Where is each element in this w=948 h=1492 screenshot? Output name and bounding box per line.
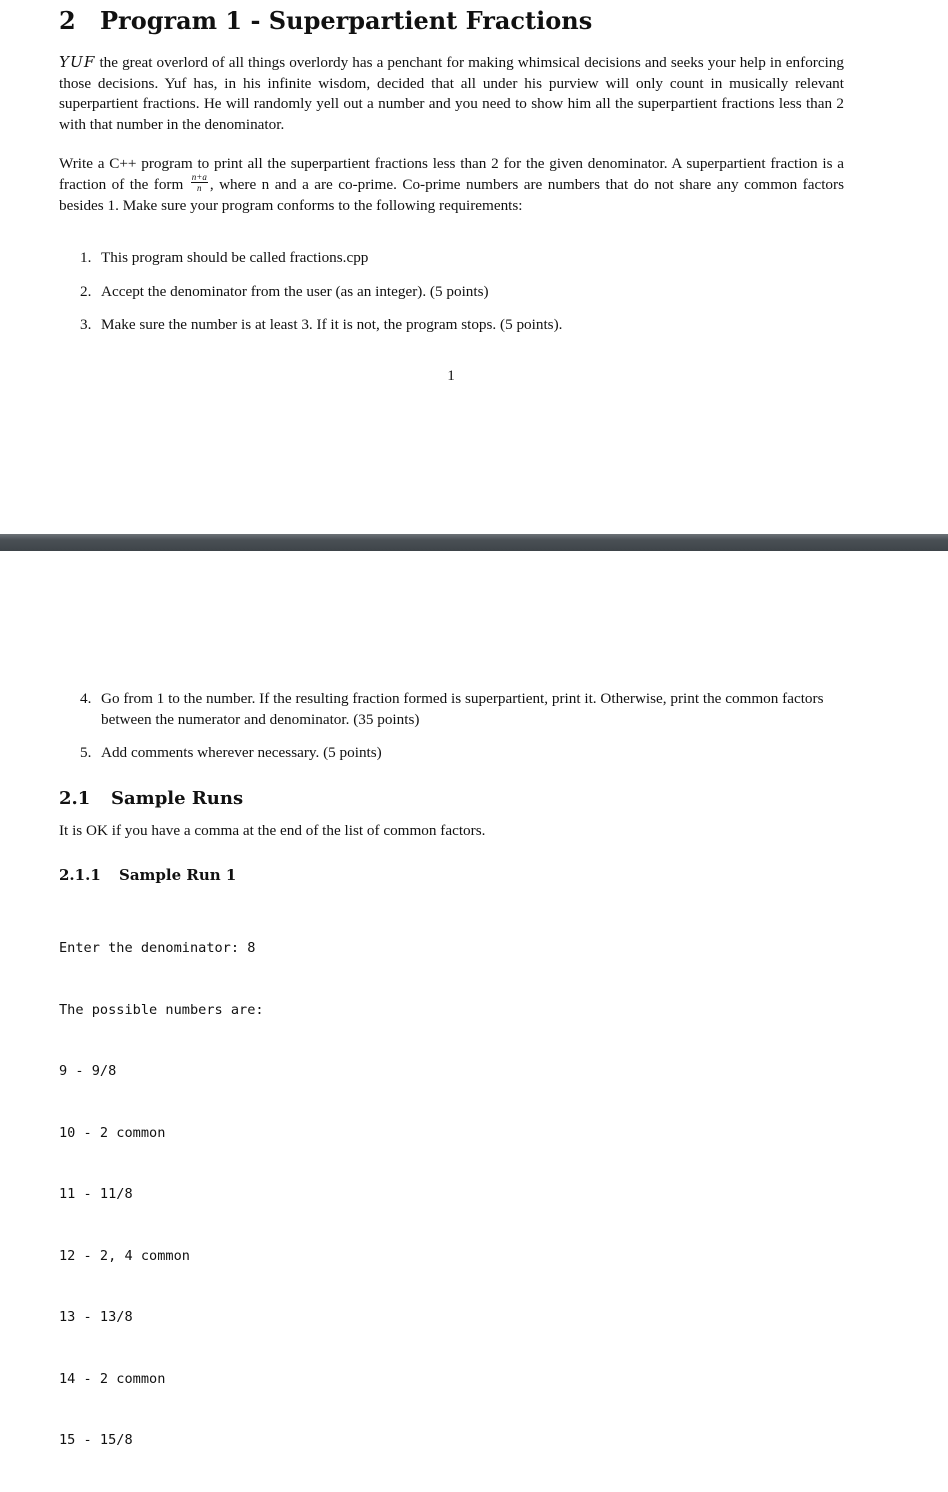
subsection-heading-sample-runs [59, 788, 243, 809]
subsection-title: Sample Runs [111, 788, 244, 809]
list-item-text: Make sure the number is at least 3. If it is not, the program stops. (5 points). [101, 316, 563, 333]
document-page-1 [0, 0, 948, 534]
list-item-text: This program should be called fractions.cpp [101, 249, 369, 266]
page-number: 1 [447, 367, 455, 384]
sample-run-output [59, 897, 264, 1492]
task-text-before: Write a C++ program to print all the superpartient fractions less than 2 for the given denominator. A superpartient fraction is a fraction of the form [59, 155, 844, 193]
section-title: Program 1 - Superpartient Fractions [100, 6, 593, 35]
code-line: The possible numbers are: [59, 1001, 264, 1018]
list-marker: 5. [80, 744, 92, 761]
fraction-numerator: n+a [191, 171, 207, 182]
list-item [80, 689, 845, 730]
code-line: 13 - 13/8 [59, 1309, 133, 1325]
intro-text: the great overlord of all things overlordy has a penchant for making whimsical decisions and seeks your help in enforcing those decisions. Yuf has, in his infinite wisdom, decided that all under his purview will only count in musically relevant superpartient fractions. He will randomly yell out a number and you need to show him all the superpartient fractions less than 2 with that number in the denominator. [59, 54, 844, 133]
list-item [80, 743, 845, 764]
list-item [80, 282, 845, 303]
task-paragraph [59, 154, 844, 216]
subsubsection-number: 2.1.1 [59, 866, 101, 884]
list-marker: 1. [80, 249, 92, 266]
subsubsection-title: Sample Run 1 [119, 866, 237, 884]
code-line: 12 - 2, 4 common [59, 1247, 190, 1264]
intro-paragraph [59, 52, 844, 135]
list-item-text: Accept the denominator from the user (as an integer). (5 points) [101, 282, 489, 300]
document-page-2 [0, 551, 948, 1448]
requirements-list-continued [80, 689, 845, 764]
code-line: 11 - 11/8 [59, 1186, 133, 1202]
list-item-text: Add comments wherever necessary. (5 points) [101, 744, 382, 761]
subsection-number: 2.1 [59, 788, 91, 809]
requirements-list [80, 248, 845, 336]
list-item [80, 315, 845, 336]
fraction-denominator: n [197, 182, 202, 193]
brand-name: YUF [59, 53, 96, 71]
fraction-formula [191, 172, 208, 193]
section-heading [59, 6, 592, 35]
task-text-after: , where n and a are co-prime. Co-prime numbers are numbers that do not share any common factors besides 1. Make sure your program conforms to the following requirements: [59, 175, 844, 214]
section-number: 2 [59, 6, 76, 35]
code-line: 14 - 2 common [59, 1370, 166, 1387]
list-marker: 4. [80, 690, 92, 707]
list-item-text: Go from 1 to the number. If the resulting fraction formed is superpartient, print it. Otherwise, print the common factors between the numerator and denominator. (35 points) [101, 690, 824, 728]
list-marker: 3. [80, 316, 92, 333]
list-marker: 2. [80, 282, 92, 300]
list-item [80, 248, 845, 269]
code-line: 15 - 15/8 [59, 1432, 133, 1448]
code-line: 10 - 2 common [59, 1124, 166, 1141]
page-separator [0, 534, 948, 551]
code-line: 9 - 9/8 [59, 1063, 117, 1079]
subsubsection-heading-sample-run-1 [59, 866, 236, 884]
code-line: Enter the denominator: 8 [59, 940, 256, 956]
sample-runs-note: It is OK if you have a comma at the end of the list of common factors. [59, 822, 486, 839]
